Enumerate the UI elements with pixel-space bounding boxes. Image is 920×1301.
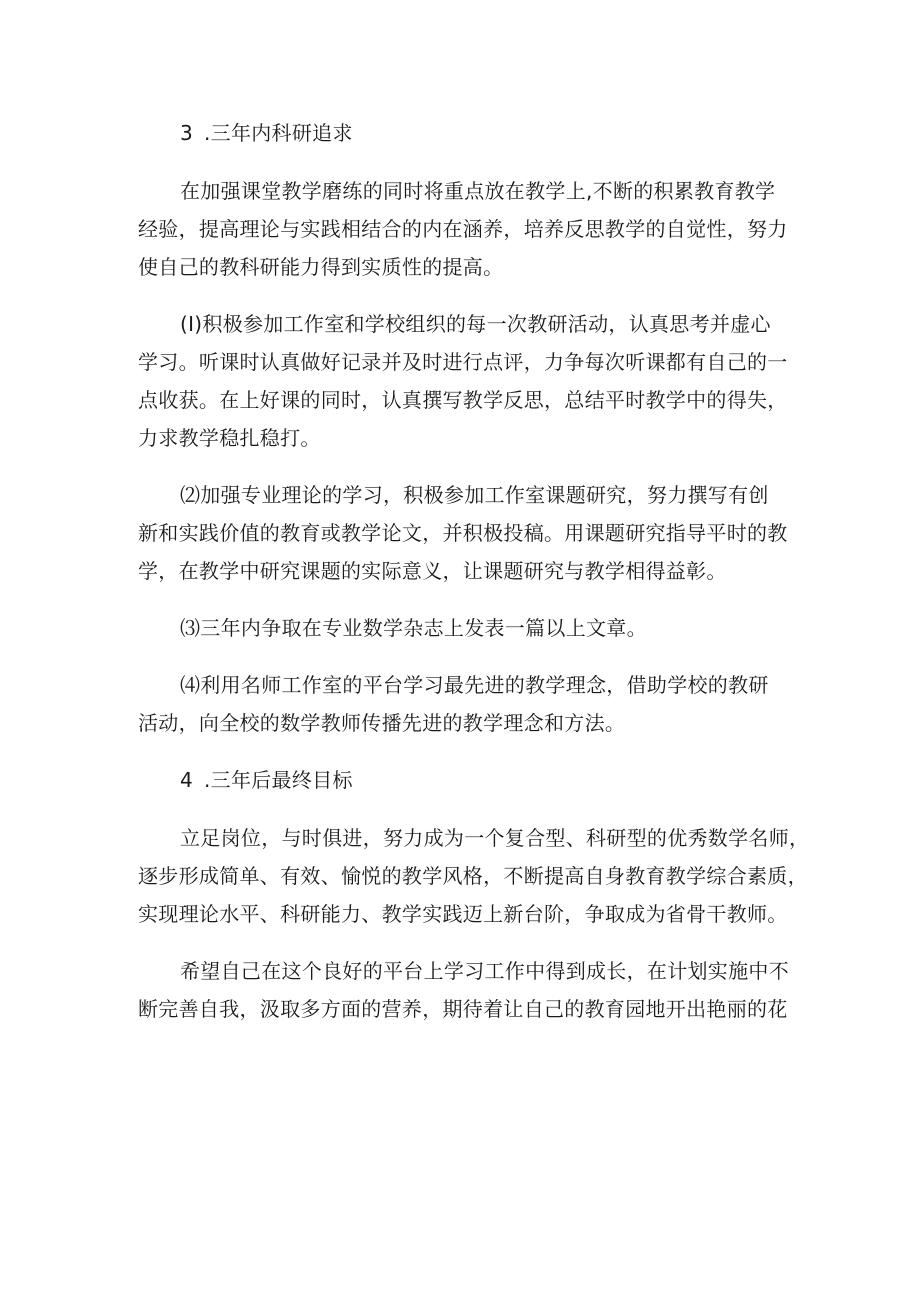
section-heading-4 (138, 761, 788, 799)
paragraph-line: 经验，提高理论与实践相结合的内在涵养，培养反思教学的自觉性，努力 (138, 217, 788, 241)
document-body (138, 114, 810, 1028)
paragraph-line: 学，在教学中研究课题的实际意义，让课题研究与教学相得益彰。 (138, 559, 727, 583)
section-number: 4 (180, 768, 194, 792)
paragraph-line: 点收获。在上好课的同时，认真撰写教学反思，总结平时教学中的得失， (138, 388, 788, 412)
paragraph-line: 新和实践价值的教育或教学论文，并积极投稿。用课题研究指导平时的教 (138, 521, 788, 545)
section-title: .三年内科研追求 (204, 121, 353, 145)
paragraph-line: ⑷利用名师工作室的平台学习最先进的教学理念，借助学校的教研 (180, 673, 769, 697)
section-number: 3 (180, 121, 194, 145)
section-heading-3 (138, 114, 788, 152)
paragraph-line: 学习。听课时认真做好记录并及时进行点评，力争每次听课都有自己的一 (138, 350, 788, 374)
paragraph-hope (138, 952, 788, 1028)
paragraph-intro (138, 172, 788, 286)
paragraph-line: ⑵加强专业理论的学习，积极参加工作室课题研究，努力撰写有创 (180, 483, 769, 507)
paragraph-line: 立足岗位，与时俱进，努力成为一个复合型、科研型的优秀数学名师， (180, 826, 810, 850)
paragraph-line: 力求教学稳扎稳打。 (138, 426, 321, 450)
paragraph-line: ⑶三年内争取在专业数学杂志上发表一篇以上文章。 (180, 616, 647, 640)
paragraph-line: 在加强课堂教学磨练的同时将重点放在教学上,不断的积累教育教学 (180, 179, 776, 203)
list-item-2 (138, 476, 788, 590)
list-item-1 (138, 305, 788, 457)
paragraph-line: 实现理论水平、科研能力、教学实践迈上新台阶，争取成为省骨干教师。 (138, 902, 788, 926)
list-item-3 (138, 609, 788, 647)
section-title: .三年后最终目标 (204, 768, 353, 792)
paragraph-line: 断完善自我，汲取多方面的营养，期待着让自己的教育园地开出艳丽的花 (138, 997, 788, 1021)
list-item-4 (138, 666, 788, 742)
paragraph-goal (138, 819, 810, 933)
paragraph-line: (I)积极参加工作室和学校组织的每一次教研活动，认真思考并虚心 (180, 312, 771, 336)
paragraph-line: 逐步形成简单、有效、愉悦的教学风格，不断提高自身教育教学综合素质， (138, 864, 808, 888)
paragraph-line: 活动，向全校的数学教师传播先进的教学理念和方法。 (138, 711, 626, 735)
paragraph-line: 希望自己在这个良好的平台上学习工作中得到成长，在计划实施中不 (180, 959, 789, 983)
paragraph-line: 使自己的教科研能力得到实质性的提高。 (138, 255, 504, 279)
